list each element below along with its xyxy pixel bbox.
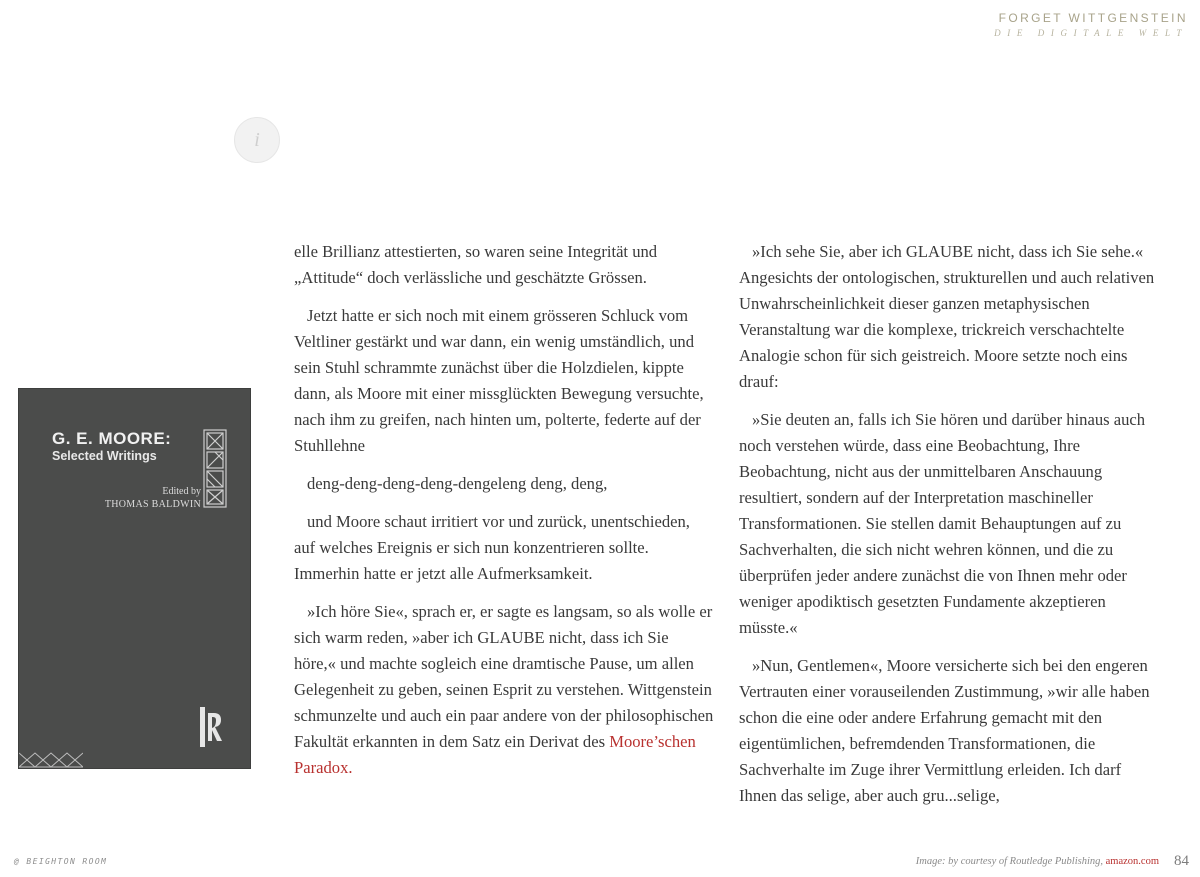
paragraph: deng-deng-deng-deng-dengeleng deng, deng, xyxy=(307,474,608,493)
info-button[interactable] xyxy=(234,117,280,163)
footer-publisher-mark: @ BEIGHTON ROOM xyxy=(14,857,108,866)
header-subtitle: DIE DIGITALE WELT xyxy=(994,28,1188,38)
text-column-left xyxy=(294,239,714,793)
paragraph: Jetzt hatte er sich noch mit einem grösseren Schluck vom Veltliner gestärkt und war dann, ein wenig umständlich, und sein Stuhl schrammte zunächst über die Holzdielen, kippte dann, als Moore mit einer missglückten Bewegung versuchte, nach ihm zu greifen, nach hinten um, polterte, federte auf der Stuhllehne xyxy=(294,306,704,455)
cover-pattern-icon xyxy=(203,429,227,508)
header-title: FORGET WITTGENSTEIN xyxy=(998,11,1188,25)
book-title: G. E. MOORE: xyxy=(52,429,172,448)
image-credit-text: Image: by courtesy of Routledge Publishing, xyxy=(915,856,1106,867)
paragraph: elle Brillianz attestierten, so waren seine Integrität und „Attitude“ doch verlässliche und geschätzte Grössen. xyxy=(294,242,658,287)
book-subtitle: Selected Writings xyxy=(52,449,157,463)
paragraph-text: »Ich höre Sie«, sprach er, er sagte es langsam, so als wolle er sich warm reden, »aber ich GLAUBE nicht, dass ich Sie höre,« und machte sogleich eine dramtische Pause, um allen Gelegenheit zu geben, seinen Esprit zu verstehen. Wittgenstein schmunzelte und auch ein paar andere von der philosophischen Fakultät erkannten in dem Satz ein Derivat des xyxy=(294,602,714,751)
routledge-logo-icon xyxy=(200,707,224,747)
cover-pattern-bottom-icon xyxy=(19,752,83,768)
book-cover-image xyxy=(18,388,251,769)
paragraph: »Sie deuten an, falls ich Sie hören und darüber hinaus auch noch verstehen würde, dass eine Beobachtung, Ihre Beobachtung, nicht aus der unmittelbaren Anschauung resultiert, sondern auf der Interpretation maschineller Transformationen. Sie stellen damit Behauptungen auf zu Sachverhalten, die sich nicht wehren können, und die zu überprüfen jeder andere zunächst die von Ihnen mehr oder weniger apodiktisch gesetzten Fundamente akzeptieren müsste.« xyxy=(739,410,1146,637)
running-header xyxy=(994,10,1188,40)
paragraph: und Moore schaut irritiert vor und zurück, unentschieden, auf welches Ereignis er sich nun konzentrieren sollte. Immerhin hatte er jetzt alle Aufmerksamkeit. xyxy=(294,512,690,583)
moore-paradox-link[interactable]: Moore’schen Paradox. xyxy=(294,732,696,777)
text-column-right xyxy=(739,239,1159,821)
paragraph: »Nun, Gentlemen«, Moore versicherte sich bei den engeren Vertrauten einer vorauseilenden Zustimmung, »wir alle haben schon die eine oder andere Erfahrung gemacht mit den eigentümlichen, befremdenden Transformationen, die Sachverhalte im Zuge ihrer Vermittlung erleiden. Ich darf Ihnen das selige, aber auch gru...selige, xyxy=(739,656,1150,805)
book-edited-by: Edited by xyxy=(162,486,201,497)
book-editor: THOMAS BALDWIN xyxy=(104,499,201,510)
amazon-link[interactable]: amazon.com xyxy=(1105,856,1159,867)
page-number: 84 xyxy=(1174,853,1189,869)
paragraph: »Ich sehe Sie, aber ich GLAUBE nicht, dass ich Sie sehe.« Angesichts der ontologischen, strukturellen und auch relativen Unwahrscheinlichkeit dieser ganzen metaphysischen Veranstaltung war die komplexe, trickreich verschachtelte Analogie schon für sich geistreich. Moore setzte noch eins drauf: xyxy=(739,242,1155,391)
info-icon: i xyxy=(254,128,260,151)
paragraph xyxy=(294,599,714,781)
image-credit xyxy=(916,856,1159,867)
